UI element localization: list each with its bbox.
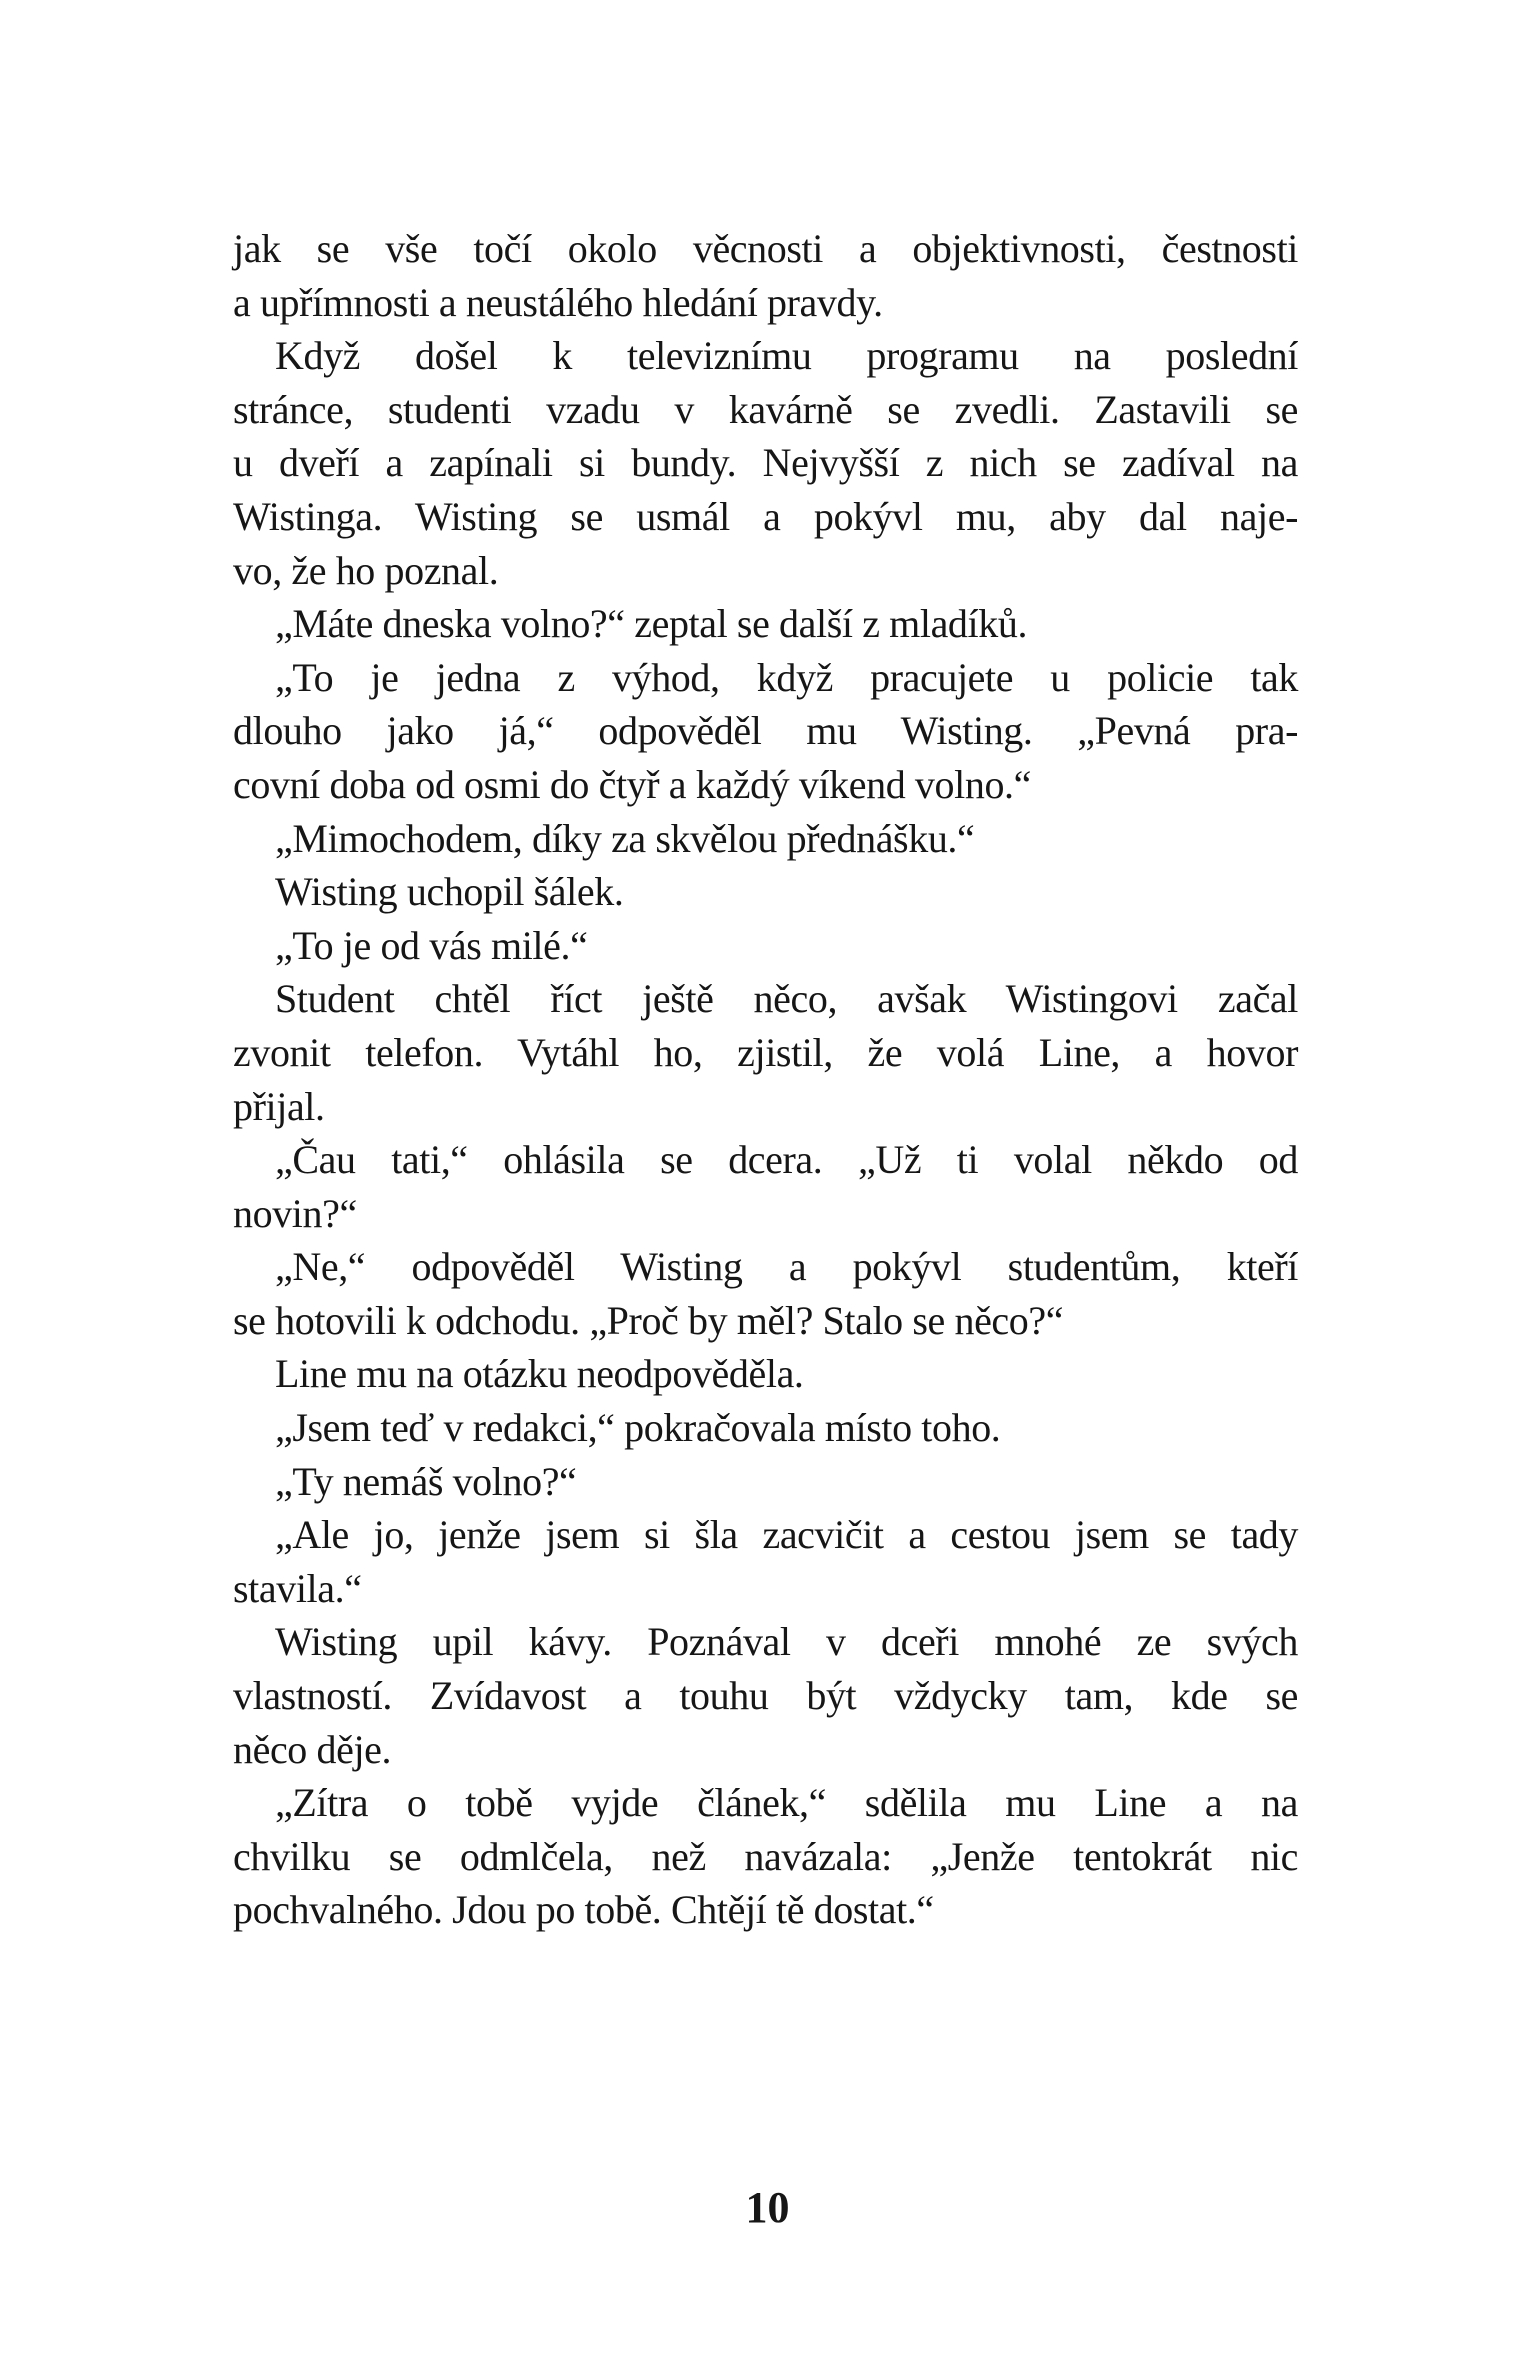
text-line: Když došel k televiznímu programu na poslední [275, 333, 1298, 379]
text-line: se hotovili k odchodu. „Proč by měl? Stalo se něco?“ [233, 1297, 1064, 1343]
text-line: „Mimochodem, díky za skvělou přednášku.“ [275, 815, 975, 861]
text-line: dlouho jako já,“ odpověděl mu Wisting. „Pevná pra- [233, 708, 1298, 754]
text-line: „Jsem teď v redakci,“ pokračovala místo toho. [275, 1405, 1001, 1451]
text-line: Line mu na otázku neodpověděla. [275, 1351, 804, 1397]
text-line: vo, že ho poznal. [233, 547, 499, 593]
text-line: Wisting upil kávy. Poznával v dceři mnohé ze svých [275, 1619, 1298, 1665]
text-line: „Zítra o tobě vyjde článek,“ sdělila mu Line a na [275, 1780, 1298, 1826]
text-line: přijal. [233, 1083, 325, 1129]
text-line: „Ne,“ odpověděl Wisting a pokývl studentům, kteří [275, 1244, 1298, 1290]
text-line: u dveří a zapínali si bundy. Nejvyšší z nich se zadíval na [233, 440, 1298, 486]
text-line: jak se vše točí okolo věcnosti a objektivnosti, čestnosti [233, 226, 1298, 271]
text-line: Student chtěl říct ještě něco, avšak Wistingovi začal [275, 976, 1298, 1022]
text-line: „Máte dneska volno?“ zeptal se další z mladíků. [275, 601, 1028, 647]
page-number: 10 [745, 2183, 790, 2232]
text-line: chvilku se odmlčela, než navázala: „Jenže tentokrát nic [233, 1833, 1298, 1879]
text-line: Wisting uchopil šálek. [275, 869, 624, 915]
text-line: Wistinga. Wisting se usmál a pokývl mu, aby dal naje- [233, 493, 1298, 539]
text-line: zvonit telefon. Vytáhl ho, zjistil, že volá Line, a hovor [233, 1029, 1298, 1075]
text-block [233, 222, 1298, 1937]
text-line: „To je jedna z výhod, když pracujete u policie tak [275, 654, 1298, 700]
text-line: pochvalného. Jdou po tobě. Chtějí tě dostat.“ [233, 1887, 934, 1933]
text-line: novin?“ [233, 1190, 357, 1236]
text-line: „Ale jo, jenže jsem si šla zacvičit a cestou jsem se tady [275, 1512, 1298, 1558]
text-line: stránce, studenti vzadu v kavárně se zvedli. Zastavili se [233, 386, 1298, 432]
text-line: „To je od vás milé.“ [275, 922, 588, 968]
text-line: „Ty nemáš volno?“ [275, 1458, 577, 1504]
text-line: stavila.“ [233, 1565, 362, 1611]
text-line: a upřímnosti a neustálého hledání pravdy. [233, 279, 883, 325]
text-line: „Čau tati,“ ohlásila se dcera. „Už ti volal někdo od [275, 1137, 1298, 1183]
text-line: něco děje. [233, 1726, 392, 1772]
text-line: covní doba od osmi do čtyř a každý víkend volno.“ [233, 761, 1031, 807]
text-line: vlastností. Zvídavost a touhu být vždycky tam, kde se [233, 1673, 1298, 1719]
